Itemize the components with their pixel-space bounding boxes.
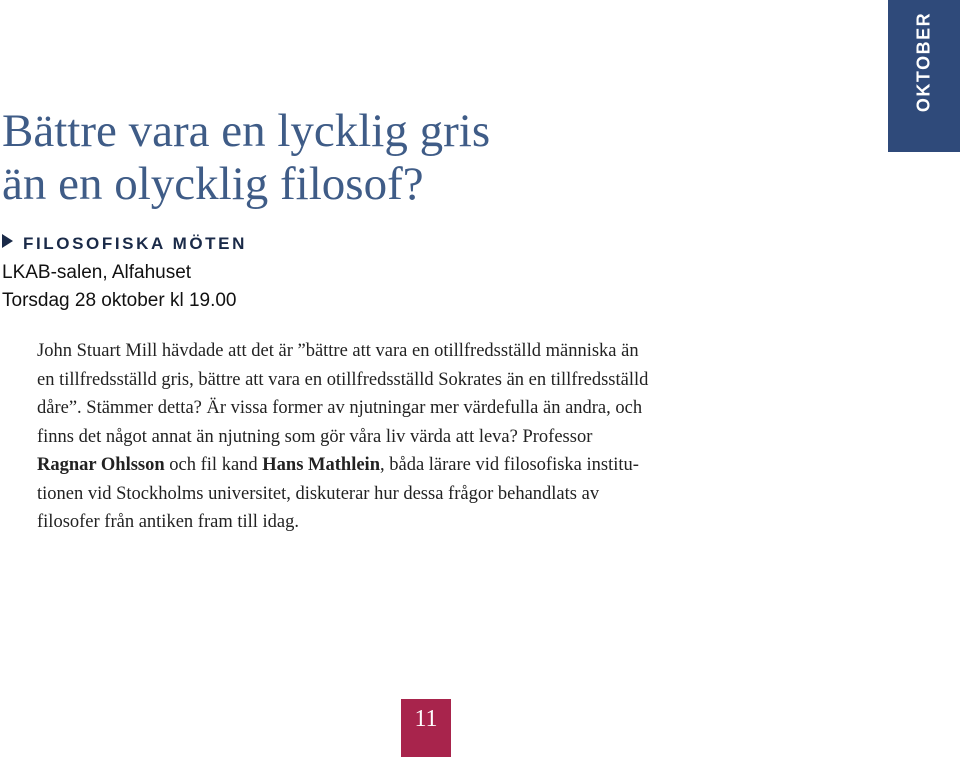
description-line: tionen vid Stockholms universitet, diskuterar hur dessa frågor behandlats av: [37, 483, 600, 504]
description-line: [37, 451, 777, 480]
description-line: filosofer från antiken fram till idag.: [37, 512, 299, 532]
event-date: Torsdag 28 oktober kl 19.00: [2, 290, 237, 311]
month-tab: [888, 0, 960, 152]
series-label: FILOSOFISKA MÖTEN: [23, 234, 247, 253]
page-number: 11: [401, 699, 451, 757]
description-text: och fil kand: [164, 455, 263, 475]
triangle-right-icon: [2, 234, 13, 248]
event-title-line-1: Bättre vara en lycklig gris: [2, 105, 491, 157]
speaker-name: Ragnar Ohlsson: [37, 455, 165, 475]
description-line: en tillfredsställd gris, bättre att vara en otillfredsställd Sokrates än en tillfredsställd: [37, 369, 649, 390]
description-line: dåre”. Stämmer detta? Är vissa former av njutningar mer värdefulla än andra, och: [37, 398, 643, 418]
venue: LKAB-salen, Alfahuset: [2, 262, 192, 283]
description-line: finns det något annat än njutning som gör våra liv värda att leva? Professor: [37, 426, 593, 447]
event-title: [2, 105, 490, 211]
speaker-name: Hans Mathlein: [262, 455, 380, 475]
description-text: , båda lärare vid filosofiska institu-: [380, 455, 639, 475]
series-heading: [2, 234, 247, 254]
description-line: John Stuart Mill hävdade att det är ”bättre att vara en otillfredsställd människa än: [37, 341, 639, 361]
event-title-line-2: än en olycklig filosof?: [2, 158, 424, 210]
event-description: [37, 337, 777, 537]
month-label: OKTOBER: [913, 11, 934, 113]
